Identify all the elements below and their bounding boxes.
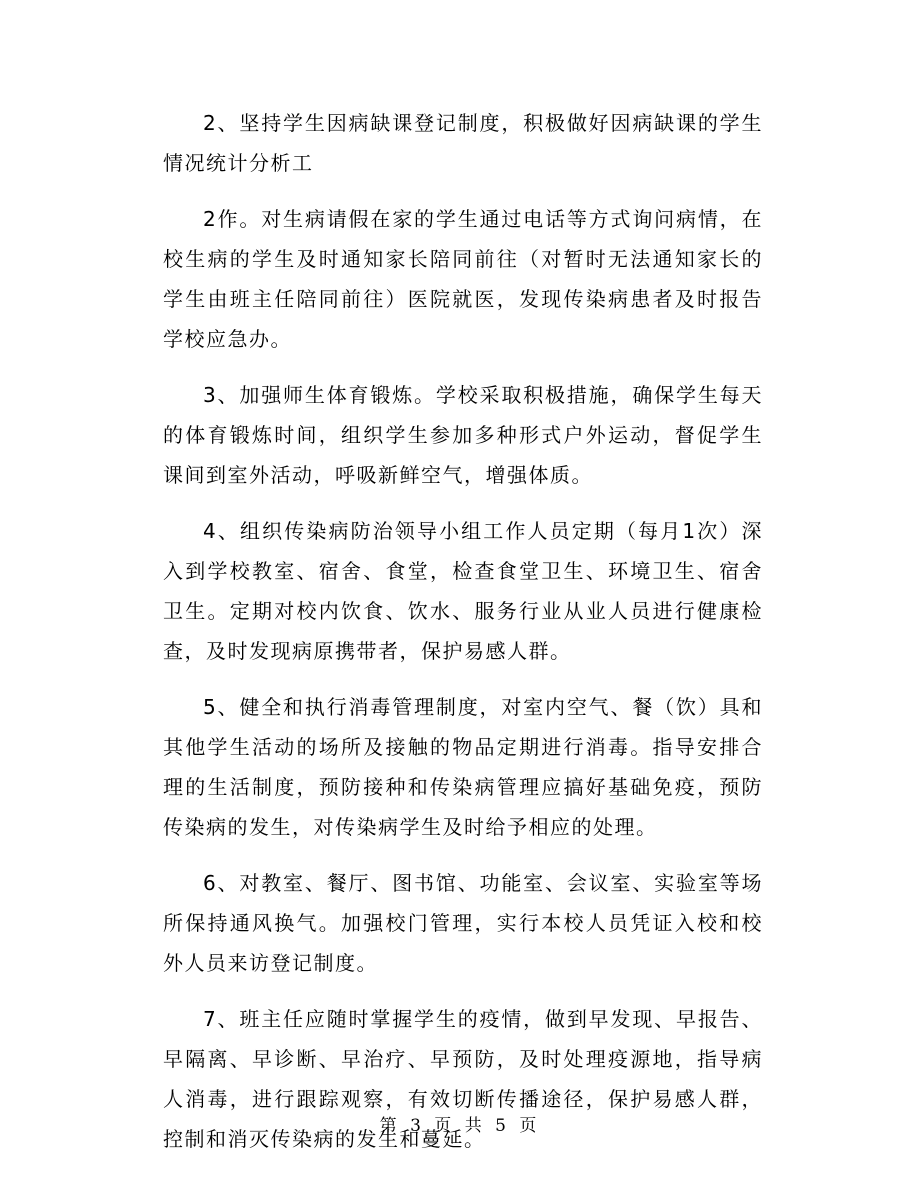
paragraph-4: 4、组织传染病防治领导小组工作人员定期（每月1次）深入到学校教室、宿舍、食堂，检查食堂卫生、环境卫生、宿舍卫生。定期对校内饮食、饮水、服务行业从业人员进行健康检查，及时发现病原携带者，保护易感人群。 [163,519,763,663]
paragraph-5: 5、健全和执行消毒管理制度，对室内空气、餐（饮）具和其他学生活动的场所及接触的物品定期进行消毒。指导安排合理的生活制度，预防接种和传染病管理应搞好基础免疫，预防传染病的发生，对传染病学生及时给予相应的处理。 [163,695,763,839]
paragraph-6: 6、对教室、餐厅、图书馆、功能室、会议室、实验室等场所保持通风换气。加强校门管理，实行本校人员凭证入校和校外人员来访登记制度。 [163,871,763,975]
paragraph-1: 2、坚持学生因病缺课登记制度，积极做好因病缺课的学生情况统计分析工 [163,111,763,175]
paragraph-7: 7、班主任应随时掌握学生的疫情，做到早发现、早报告、早隔离、早诊断、早治疗、早预防，及时处理疫源地，指导病人消毒，进行跟踪观察，有效切断传播途径，保护易感人群，控制和消灭传染病的发生和蔓延。 [163,1007,763,1151]
paragraph-3: 3、加强师生体育锻炼。学校采取积极措施，确保学生每天的体育锻炼时间，组织学生参加多种形式户外运动，督促学生课间到室外活动，呼吸新鲜空气，增强体质。 [163,383,763,487]
paragraph-2: 2作。对生病请假在家的学生通过电话等方式询问病情，在校生病的学生及时通知家长陪同前往（对暂时无法通知家长的学生由班主任陪同前往）医院就医，发现传染病患者及时报告学校应急办。 [163,207,763,351]
page-number-footer: 第 3 页 共 5 页 [379,1116,541,1136]
document-body [163,103,763,1175]
